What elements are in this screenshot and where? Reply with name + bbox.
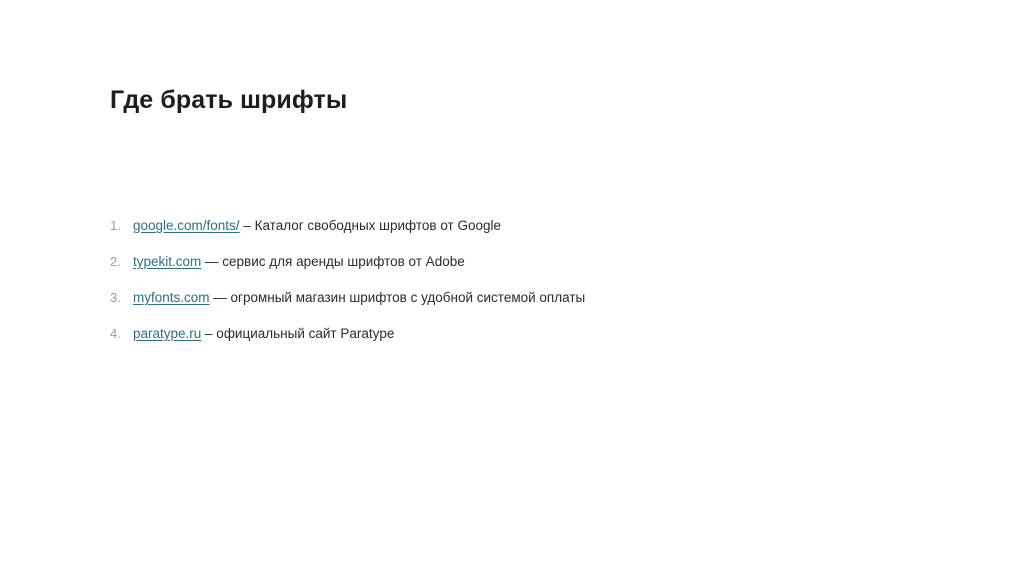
list-item-description: — сервис для аренды шрифтов от Adobe — [201, 254, 465, 269]
list-item-number: 2. — [110, 254, 121, 269]
link-paratype[interactable]: paratype.ru — [133, 326, 202, 341]
list-item-description: – официальный сайт Paratype — [201, 326, 395, 341]
list-item-description: — огромный магазин шрифтов с удобной системой оплаты — [209, 290, 586, 305]
page-title: Где брать шрифты — [110, 85, 348, 114]
link-google-fonts[interactable]: google.com/fonts/ — [133, 218, 240, 233]
list-item — [110, 214, 930, 238]
list-item — [110, 322, 930, 346]
list-item — [110, 250, 930, 274]
list-item-number: 1. — [110, 218, 121, 233]
font-resource-list — [110, 214, 930, 358]
link-myfonts[interactable]: myfonts.com — [133, 290, 210, 305]
list-item — [110, 286, 930, 310]
link-typekit[interactable]: typekit.com — [133, 254, 202, 269]
list-item-number: 4. — [110, 326, 121, 341]
list-item-description: – Каталог свободных шрифтов от Google — [239, 218, 502, 233]
list-item-number: 3. — [110, 290, 121, 305]
